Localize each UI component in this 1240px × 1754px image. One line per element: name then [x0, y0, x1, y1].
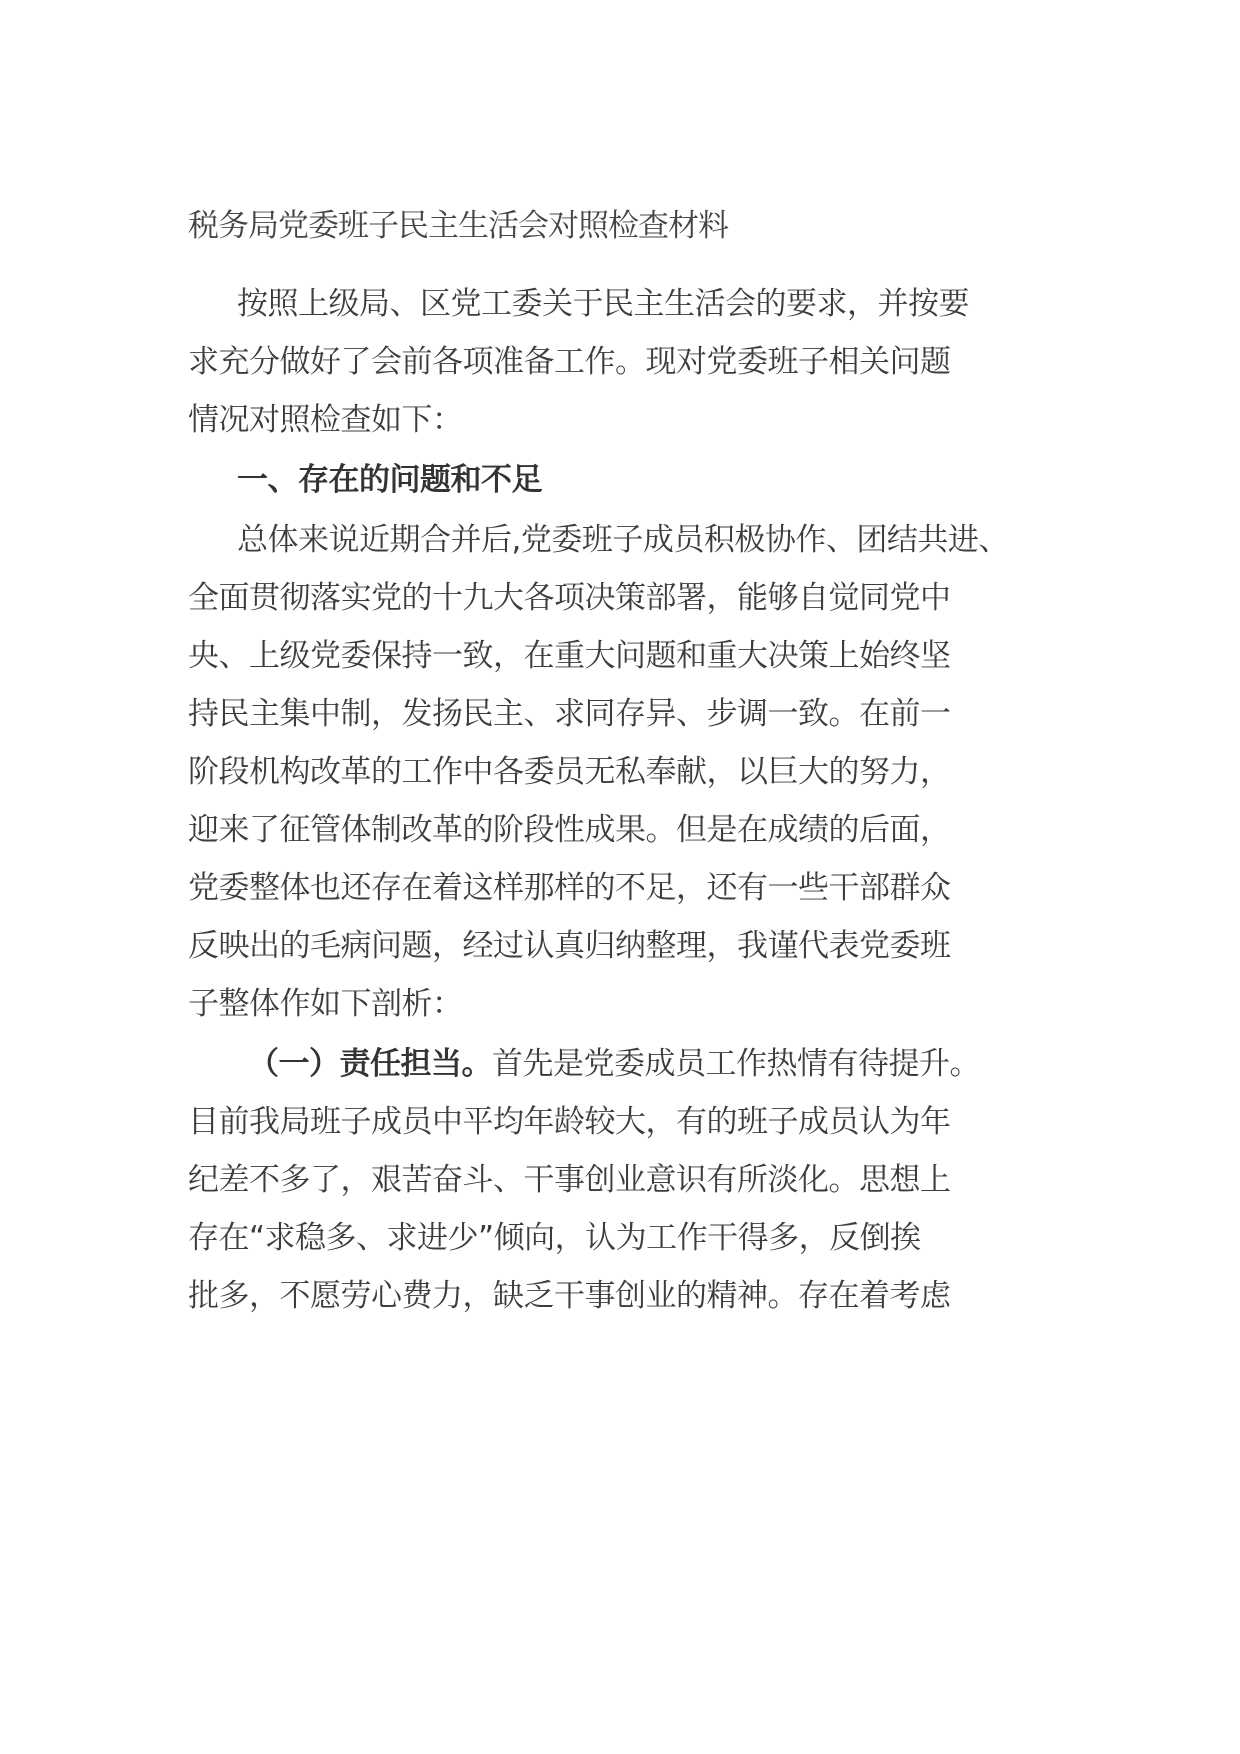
subsection-text: 首先是党委成员工作热情有待提升。 [492, 1046, 980, 1082]
paragraph-line: 全面贯彻落实党的十九大各项决策部署，能够自觉同党中 [188, 580, 951, 616]
paragraph-line: 求充分做好了会前各项准备工作。现对党委班子相关问题 [188, 344, 951, 380]
paragraph-line: 总体来说近期合并后,党委班子成员积极协作、团结共进、 [237, 522, 1009, 558]
document-title: 税务局党委班子民主生活会对照检查材料 [188, 208, 728, 244]
paragraph-line: 央、上级党委保持一致，在重大问题和重大决策上始终坚 [188, 638, 951, 674]
paragraph-line: 存在“求稳多、求进少”倾向，认为工作干得多，反倒挨 [188, 1220, 921, 1256]
paragraph-line: 持民主集中制，发扬民主、求同存异、步调一致。在前一 [188, 696, 951, 732]
subsection-label: （一）责任担当。 [248, 1046, 492, 1082]
section-heading: 一、存在的问题和不足 [237, 462, 542, 498]
paragraph-line: 子整体作如下剖析： [188, 986, 463, 1022]
subsection-line [248, 1044, 980, 1084]
paragraph-line: 目前我局班子成员中平均年龄较大，有的班子成员认为年 [188, 1104, 951, 1140]
paragraph-line: 按照上级局、区党工委关于民主生活会的要求，并按要 [237, 286, 969, 322]
paragraph-line: 纪差不多了，艰苦奋斗、干事创业意识有所淡化。思想上 [188, 1162, 951, 1198]
paragraph-line: 批多，不愿劳心费力，缺乏干事创业的精神。存在着考虑 [188, 1278, 951, 1314]
paragraph-line: 反映出的毛病问题，经过认真归纳整理，我谨代表党委班 [188, 928, 951, 964]
paragraph-line: 阶段机构改革的工作中各委员无私奉献，以巨大的努力， [188, 754, 951, 790]
paragraph-line: 党委整体也还存在着这样那样的不足，还有一些干部群众 [188, 870, 951, 906]
paragraph-line: 迎来了征管体制改革的阶段性成果。但是在成绩的后面， [188, 812, 951, 848]
paragraph-line: 情况对照检查如下： [188, 402, 463, 438]
